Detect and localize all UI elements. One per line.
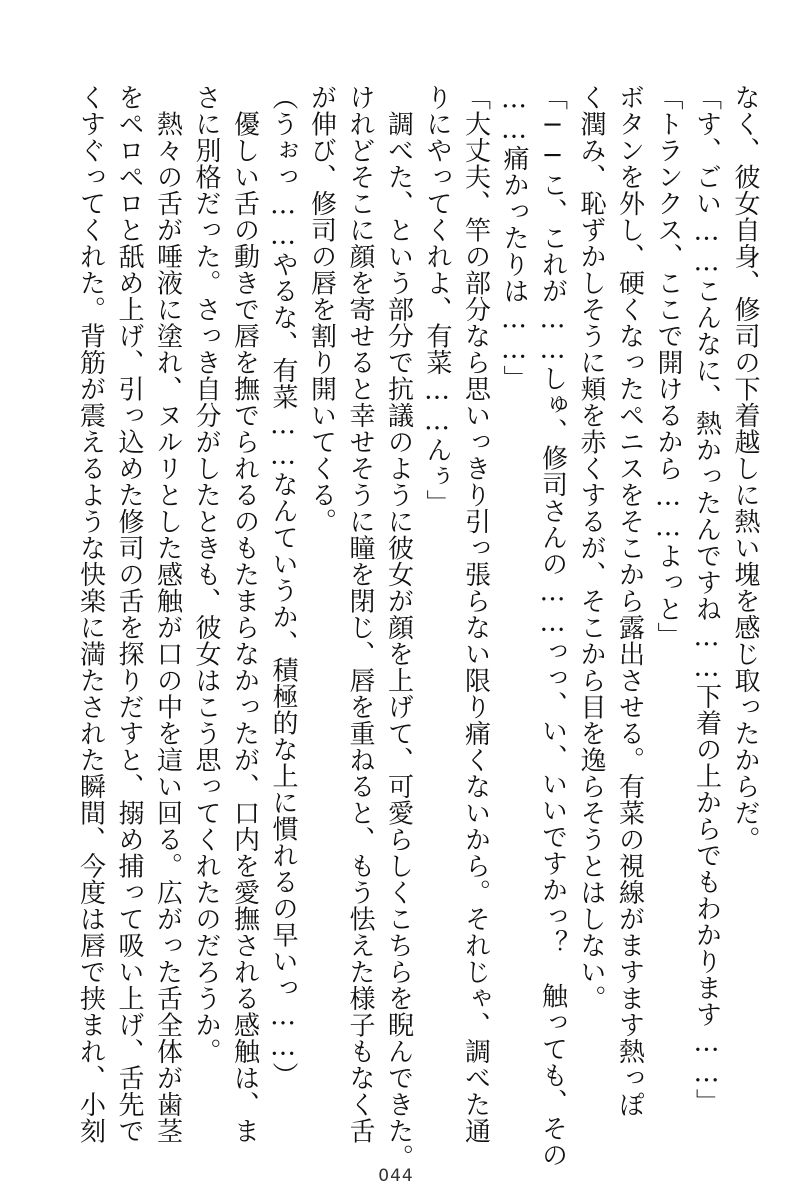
text-line: ボタンを外し、硬くなったペニスをそこから露出させる。有菜の視線がますます熱っぽ [614, 84, 645, 1118]
text-line: 優しい舌の動きで唇を撫でられるのもたまらなかったが、口内を愛撫される感触は、ま [229, 84, 260, 1144]
text-line: （うぉっ……やるな、有菜……なんていうか、積極的な上に慣れるの早いっ……） [268, 84, 298, 1089]
text-line: 「──こ、これが……しゅ、修司さんの……っっ、い、いいですかっ？ 触っても、その [537, 84, 568, 1168]
text-line: をペロペロと舐め上げ、引っ込めた修司の舌を探りだすと、搦め捕って吸い上げ、舌先で [114, 84, 144, 1144]
text-line: 「す、ごい……こんなに、熱かったんですね……下着の上からでもわかります……」 [691, 84, 722, 1115]
text-line: けれどそこに顔を寄せると幸せそうに瞳を閉じ、唇を重ねると、もう怯えた様子もなく舌 [345, 84, 375, 1144]
text-line: なく、彼女自身、修司の下着越しに熱い塊を感じ取ったからだ。 [730, 84, 760, 853]
body-text [71, 84, 764, 1171]
text-line: りにやってくれよ、有菜……んぅ」 [422, 84, 452, 516]
text-line: くすぐってくれた。背筋が震えるような快楽に満たされた瞬間、今度は唇で挟まれ、小刻 [75, 84, 106, 1144]
text-line: さに別格だった。さっき自分がしたときも、彼女はこう思ってくれたのだろうか。 [191, 84, 221, 1065]
text-line: 「トランクス、ここで開けるから……よっと」 [653, 84, 683, 649]
text-line: 「大丈夫、竿の部分なら思いっきり引っ張らない限り痛くないから。それじゃ、調べた通 [460, 84, 491, 1144]
text-line: ……痛かったりは……」 [499, 84, 529, 392]
text-line: 調べた、という部分で抗議のように彼女が顔を上げて、可愛らしくこちらを睨んできた。 [383, 84, 414, 1171]
text-line: が伸び、修司の唇を割り開いてくる。 [306, 84, 337, 535]
text-line: く潤み、恥ずかしそうに頬を赤くするが、そこから目を逸らそうとはしない。 [576, 84, 606, 1012]
page-number: 044 [378, 1166, 414, 1186]
text-line: 熱々の舌が唾液に塗れ、ヌルリとした感触が口の中を這い回る。広がった舌全体が歯茎 [152, 84, 183, 1144]
